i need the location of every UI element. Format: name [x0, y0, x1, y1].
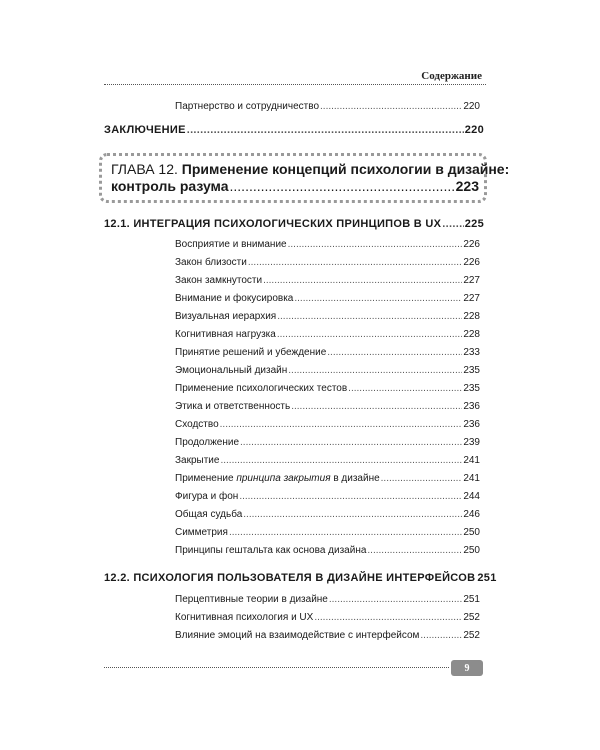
toc-entry[interactable]: [175, 509, 480, 520]
toc-entry-page: 228: [463, 329, 480, 340]
leader-dots: [187, 124, 464, 136]
header-dotted-rule: [104, 84, 486, 85]
toc-entry-label: Закрытие: [175, 455, 220, 466]
chapter-title-line2: контроль разума: [111, 178, 229, 194]
toc-entry[interactable]: [175, 401, 480, 412]
leader-dots: [314, 612, 462, 623]
toc-entry-label: Влияние эмоций на взаимодействие с интерфейсом: [175, 630, 420, 641]
toc-entry-page: 233: [463, 347, 480, 358]
toc-entry-page: 252: [463, 612, 480, 623]
toc-section-page: 225: [464, 218, 484, 230]
toc-entry-page: 250: [463, 545, 480, 556]
toc-entry-page: 241: [463, 473, 480, 484]
leader-dots: [291, 401, 462, 412]
toc-section-label: 12.2. ПСИХОЛОГИЯ ПОЛЬЗОВАТЕЛЯ В ДИЗАЙНЕ ИНТЕРФЕЙСОВ: [104, 572, 476, 584]
leader-dots: [288, 365, 462, 376]
toc-entry[interactable]: [175, 383, 480, 394]
toc-entry-page: 226: [463, 239, 480, 250]
toc-entry-page: 227: [463, 275, 480, 286]
toc-entry-page: 236: [463, 419, 480, 430]
toc-entry-label: Продолжение: [175, 437, 240, 448]
toc-entry-page: 235: [463, 383, 480, 394]
leader-dots: [367, 545, 462, 556]
toc-entry[interactable]: [175, 473, 480, 484]
leader-dots: [248, 257, 462, 268]
toc-entry-label: Принятие решений и убеждение: [175, 347, 327, 358]
leader-dots: [288, 239, 463, 250]
toc-entry-page: 226: [463, 257, 480, 268]
leader-dots: [230, 178, 455, 194]
toc-entry[interactable]: [175, 239, 480, 250]
leader-dots: [263, 275, 462, 286]
page-number-badge: 9: [451, 660, 483, 676]
running-header-title: Содержание: [421, 70, 482, 82]
toc-entry-page: 228: [463, 311, 480, 322]
toc-entry-label: Принципы гештальта как основа дизайна: [175, 545, 367, 556]
leader-dots: [294, 293, 462, 304]
toc-entry[interactable]: [175, 491, 480, 502]
toc-entry[interactable]: [175, 612, 480, 623]
toc-conclusion-label: ЗАКЛЮЧЕНИЕ: [104, 124, 186, 136]
toc-entry[interactable]: [175, 347, 480, 358]
leader-dots: [442, 218, 463, 230]
toc-section-12-2[interactable]: [104, 572, 497, 584]
leader-dots: [277, 329, 462, 340]
toc-entry-page: 227: [463, 293, 480, 304]
toc-entry-page: 241: [463, 455, 480, 466]
toc-entry-page: 220: [463, 101, 480, 112]
leader-dots: [220, 455, 462, 466]
leader-dots: [277, 311, 462, 322]
toc-entry-page: 244: [463, 491, 480, 502]
toc-entry-label: Закон близости: [175, 257, 247, 268]
toc-entry[interactable]: [175, 365, 480, 376]
leader-dots: [348, 383, 462, 394]
toc-entry-label: Сходство: [175, 419, 219, 430]
toc-entry-page: 246: [463, 509, 480, 520]
chapter-prefix: ГЛАВА 12.: [111, 161, 178, 177]
toc-conclusion-page: 220: [464, 124, 484, 136]
toc-entry-label: Применение психологических тестов: [175, 383, 348, 394]
chapter-heading-line2[interactable]: [111, 178, 479, 194]
toc-entry[interactable]: [175, 527, 480, 538]
toc-entry-label: Закон замкнутости: [175, 275, 263, 286]
leader-dots: [327, 347, 462, 358]
toc-entry-page: 239: [463, 437, 480, 448]
toc-entry-page: 250: [463, 527, 480, 538]
toc-entry-label-italic: принципа закрытия: [236, 473, 331, 484]
toc-entry[interactable]: [175, 275, 480, 286]
toc-entry-label: Восприятие и внимание: [175, 239, 287, 250]
toc-entry[interactable]: [175, 630, 480, 641]
toc-entry[interactable]: [175, 545, 480, 556]
toc-entry[interactable]: [175, 101, 480, 112]
chapter-heading-line1[interactable]: [111, 161, 509, 177]
leader-dots: [420, 630, 462, 641]
toc-entry-label: Перцептивные теории в дизайне: [175, 594, 328, 605]
toc-entry-page: 235: [463, 365, 480, 376]
leader-dots: [240, 437, 462, 448]
leader-dots: [320, 101, 462, 112]
toc-entry[interactable]: [175, 311, 480, 322]
toc-entry-label: [175, 473, 380, 484]
toc-entry-label-start: Применение: [175, 473, 237, 484]
toc-entry-label: Внимание и фокусировка: [175, 293, 294, 304]
footer-dotted-rule: [104, 667, 449, 668]
toc-entry[interactable]: [175, 329, 480, 340]
chapter-page: 223: [455, 178, 479, 194]
toc-entry-label: Партнерство и сотрудничество: [175, 101, 320, 112]
toc-entry-label: Эмоциональный дизайн: [175, 365, 288, 376]
toc-entry-page: 236: [463, 401, 480, 412]
toc-entry[interactable]: [175, 455, 480, 466]
toc-entry-label: Этика и ответственность: [175, 401, 291, 412]
toc-entry-label: Когнитивная нагрузка: [175, 329, 276, 340]
leader-dots: [239, 491, 462, 502]
leader-dots: [220, 419, 463, 430]
toc-entry[interactable]: [175, 419, 480, 430]
toc-section-12-1[interactable]: [104, 218, 484, 230]
toc-section-label: 12.1. ИНТЕГРАЦИЯ ПСИХОЛОГИЧЕСКИХ ПРИНЦИПОВ В UX: [104, 218, 442, 230]
toc-entry-label: Общая судьба: [175, 509, 243, 520]
toc-entry-label: Симметрия: [175, 527, 228, 538]
toc-entry[interactable]: [175, 293, 480, 304]
toc-entry-label-end: в дизайне: [330, 473, 380, 484]
toc-entry-label: Когнитивная психология и UX: [175, 612, 314, 623]
toc-entry-label: Визуальная иерархия: [175, 311, 277, 322]
leader-dots: [329, 594, 462, 605]
toc-entry[interactable]: [175, 437, 480, 448]
leader-dots: [229, 527, 462, 538]
toc-entry-page: 252: [463, 630, 480, 641]
toc-conclusion[interactable]: [104, 124, 484, 136]
toc-entry-page: 251: [463, 594, 480, 605]
toc-entry[interactable]: [175, 257, 480, 268]
leader-dots: [381, 473, 463, 484]
leader-dots: [243, 509, 462, 520]
toc-entry-label: Фигура и фон: [175, 491, 239, 502]
toc-section-page: 251: [477, 572, 497, 584]
chapter-title-line1: Применение концепций психологии в дизайне:: [181, 161, 510, 177]
toc-entry[interactable]: [175, 594, 480, 605]
